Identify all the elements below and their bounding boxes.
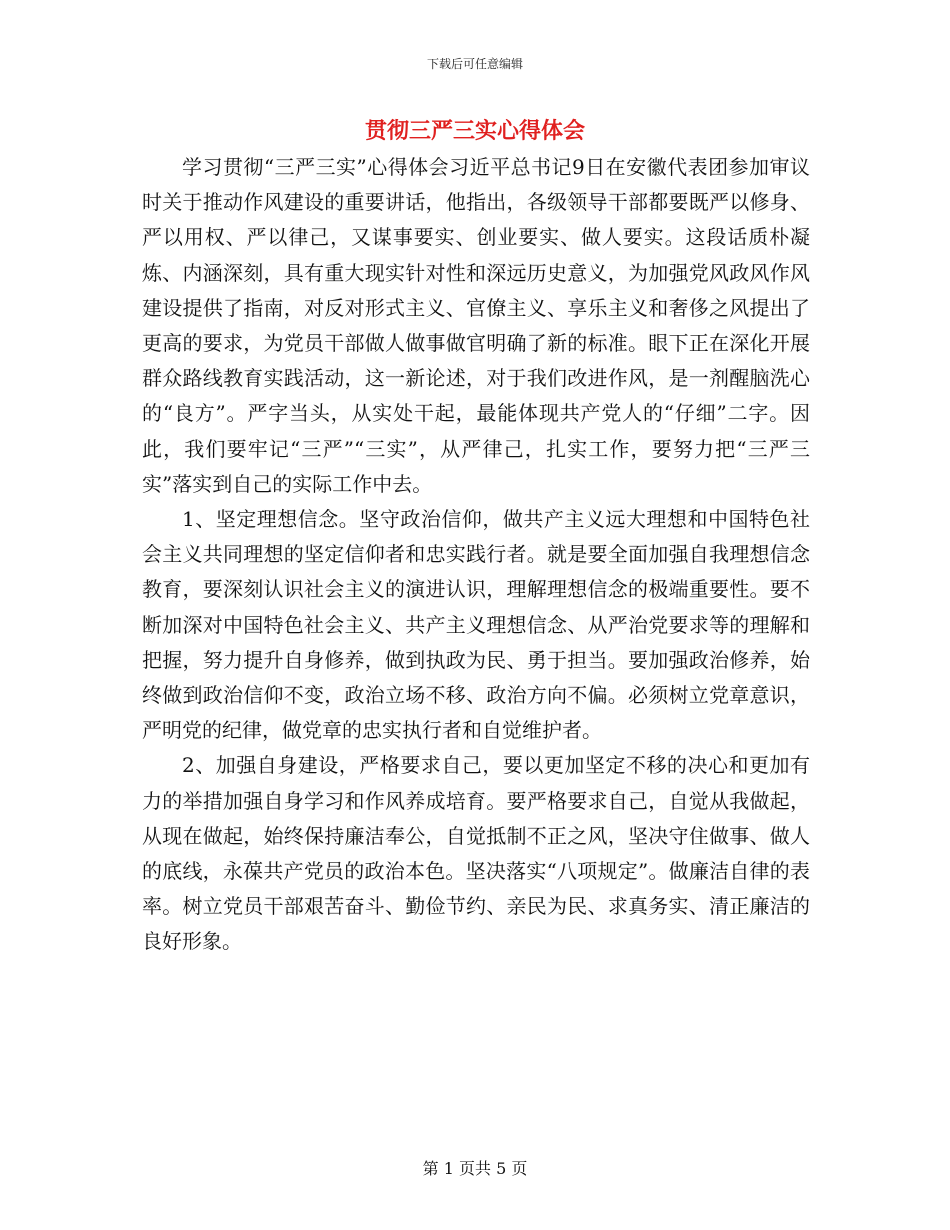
paragraph-point-1: 1、坚定理想信念。坚守政治信仰，做共产主义远大理想和中国特色社会主义共同理想的坚定信仰者和忠实践行者。就是要全面加强自我理想信念教育，要深刻认识社会主义的演进认识，理解理想信念的极端重要性。要不断加深对中国特色社会主义、共产主义理想信念、从严治党要求等的理解和把握，努力提升自身修养，做到执政为民、勇于担当。要加强政治修养，始终做到政治信仰不变，政治立场不移、政治方向不偏。必须树立党章意识，严明党的纪律，做党章的忠实执行者和自觉维护者。 <box>142 507 810 743</box>
header-note: 下载后可任意编辑 <box>426 57 523 71</box>
paragraph-point-2: 2、加强自身建设，严格要求自己，要以更加坚定不移的决心和更加有力的举措加强自身学习和作风养成培育。要严格要求自己，自觉从我做起，从现在做起，始终保持廉洁奉公，自觉抵制不正之风，坚决守住做事、做人的底线，永葆共产党员的政治本色。坚决落实“八项规定”。做廉洁自律的表率。树立党员干部艰苦奋斗、勤俭节约、亲民为民、求真务实、清正廉洁的良好形象。 <box>142 753 810 954</box>
paragraph-intro: 学习贯彻“三严三实”心得体会习近平总书记9日在安徽代表团参加审议时关于推动作风建设的重要讲话，他指出，各级领导干部都要既严以修身、严以用权、严以律己，又谋事要实、创业要实、做人要实。这段话质朴凝炼、内涵深刻，具有重大现实针对性和深远历史意义，为加强党风政风作风建设提供了指南，对反对形式主义、官僚主义、享乐主义和奢侈之风提出了更高的要求，为党员干部做人做事做官明确了新的标准。眼下正在深化开展群众路线教育实践活动，这一新论述，对于我们改进作风，是一剂醒脑洗心的“良方”。严字当头，从实处干起，最能体现共产党人的“仔细”二字。因此，我们要牢记“三严”“三实”，从严律己，扎实工作，要努力把“三严三实”落实到自己的实际工作中去。 <box>142 155 810 496</box>
document-title: 贯彻三严三实心得体会 <box>364 119 585 144</box>
document-body <box>142 150 810 960</box>
page-number: 第 1 页共 5 页 <box>422 1159 528 1178</box>
